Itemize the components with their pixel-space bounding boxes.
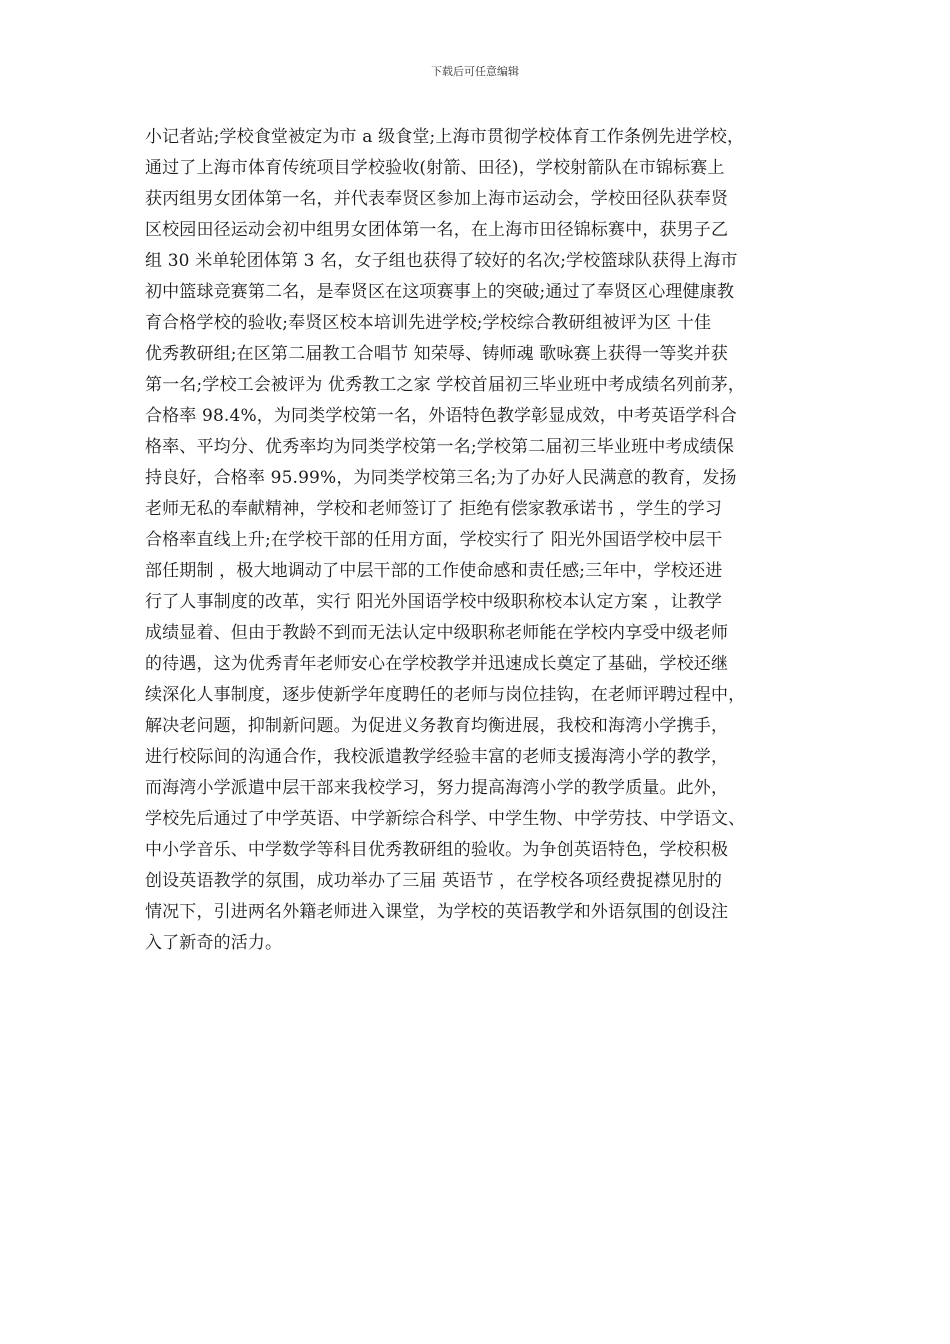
text-line: 持良好，合格率 95.99%，为同类学校第三名;为了办好人民满意的教育，发扬 (145, 468, 737, 488)
text-line: 解决老问题，抑制新问题。为促进义务教育均衡进展，我校和海湾小学携手， (145, 716, 729, 736)
text-line: 组 30 米单轮团体第 3 名，女子组也获得了较好的名次;学校篮球队获得上海市 (145, 251, 738, 271)
text-line: 成绩显着、但由于教龄不到而无法认定中级职称老师能在学校内享受中级老师 (145, 623, 729, 643)
text-line: 第一名;学校工会被评为 优秀教工之家 学校首届初三毕业班中考成绩名列前茅， (145, 375, 746, 395)
text-line: 创设英语教学的氛围，成功举办了三届 英语节 ，在学校各项经费捉襟见肘的 (145, 871, 723, 891)
text-line: 通过了上海市体育传统项目学校验收(射箭、田径)，学校射箭队在市锦标赛上 (145, 158, 725, 178)
body-paragraph (145, 122, 825, 959)
text-line: 中小学音乐、中学数学等科目优秀教研组的验收。为争创英语特色，学校积极 (145, 840, 729, 860)
text-line: 进行校际间的沟通合作，我校派遣教学经验丰富的老师支援海湾小学的教学， (145, 747, 729, 767)
text-line: 行了人事制度的改革，实行 阳光外国语学校中级职称校本认定方案 ，让教学 (145, 592, 723, 612)
text-line: 区校园田径运动会初中组男女团体第一名，在上海市田径锦标赛中，获男子乙 (145, 220, 729, 240)
text-line: 初中篮球竞赛第二名，是奉贤区在这项赛事上的突破;通过了奉贤区心理健康教 (145, 282, 734, 302)
text-line: 部任期制 ，极大地调动了中层干部的工作使命感和责任感;三年中，学校还进 (145, 561, 723, 581)
page-header: 下载后可任意编辑 (431, 65, 519, 78)
text-line: 而海湾小学派遣中层干部来我校学习，努力提高海湾小学的教学质量。此外， (145, 778, 729, 798)
text-line: 合格率 98.4%，为同类学校第一名，外语特色教学彰显成效，中考英语学科合 (145, 406, 737, 426)
text-line: 入了新奇的活力。 (145, 933, 283, 953)
text-line: 的待遇，这为优秀青年老师安心在学校教学并迅速成长奠定了基础，学校还继 (145, 654, 729, 674)
text-line: 老师无私的奉献精神，学校和老师签订了 拒绝有偿家教承诺书 ，学生的学习 (145, 499, 723, 519)
text-line: 情况下，引进两名外籍老师进入课堂，为学校的英语教学和外语氛围的创设注 (145, 902, 729, 922)
text-line: 格率、平均分、优秀率均为同类学校第一名;学校第二届初三毕业班中考成绩保 (145, 437, 734, 457)
text-line: 续深化人事制度，逐步使新学年度聘任的老师与岗位挂钩，在老师评聘过程中， (145, 685, 746, 705)
text-line: 学校先后通过了中学英语、中学新综合科学、中学生物、中学劳技、中学语文、 (145, 809, 746, 829)
text-line: 获丙组男女团体第一名，并代表奉贤区参加上海市运动会，学校田径队获奉贤 (145, 189, 729, 209)
text-line: 育合格学校的验收;奉贤区校本培训先进学校;学校综合教研组被评为区 十佳 (145, 313, 712, 333)
text-line: 合格率直线上升;在学校干部的任用方面，学校实行了 阳光外国语学校中层干 (145, 530, 723, 550)
text-line: 优秀教研组;在区第二届教工合唱节 知荣辱、铸师魂 歌咏赛上获得一等奖并获 (145, 344, 728, 364)
text-line: 小记者站;学校食堂被定为市 a 级食堂;上海市贯彻学校体育工作条例先进学校， (145, 127, 745, 147)
